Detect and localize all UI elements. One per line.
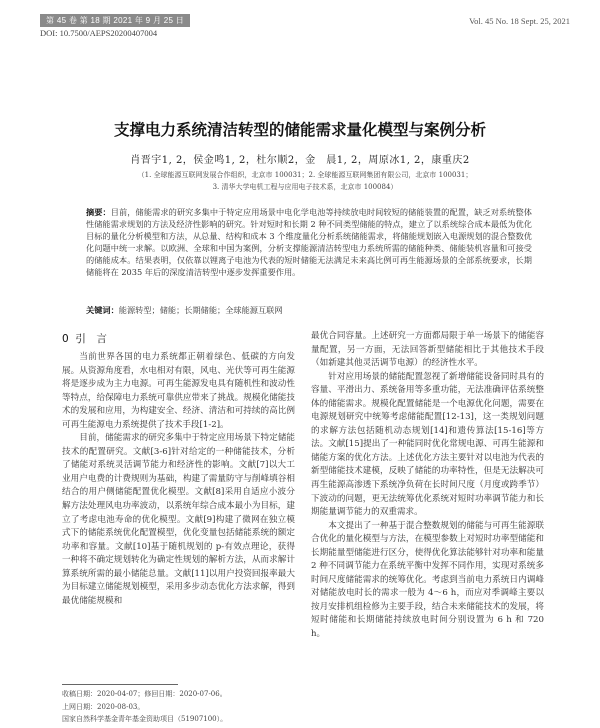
abstract	[86, 206, 532, 279]
body-column-left	[62, 351, 295, 683]
keywords-label: 关键词：	[86, 305, 119, 315]
footnote-published: 上网日期：2020-08-03。	[62, 702, 145, 711]
issue-badge-cn: 第 45 卷 第 18 期 2021 年 9 月 25 日	[40, 14, 190, 27]
footnote-funding: 国家自然科学基金青年基金资助项目（51907100）。	[62, 715, 228, 723]
abstract-text: 目前，储能需求的研究多集中于特定应用场景中电化学电池等持续放电时间较短的储能装置的配置，缺乏对系统整体性储能需求规划的方法及经济性影响的研究。针对短时和长期 2 种不同类型储能的特点，建立了以系统综合成本最低为优化目标的量化分析模型和方法，从总量、结构和成本 3 个维度量化分析系统储能需求，将储能规划嵌入电源规划的混合整数优化问题中统一求解。以欧洲、全球和中国为案例，分析支撑能源清洁转型电力系统所需的储能种类、储能装机容量和可接受的储能成本。结果表明，仅依靠以锂离子电池为代表的短时储能无法满足未来高比例可再生能源场景的全部系统要求，长期储能将在 2035 年后的深度清洁转型中逐步发挥重要作用。	[86, 207, 532, 278]
doi[interactable]: DOI: 10.7500/AEPS20200407004	[40, 28, 158, 38]
journal-header	[40, 14, 570, 27]
footnote-divider	[62, 684, 178, 685]
footnotes	[62, 688, 302, 726]
keywords-text: 能源转型；储能；长期储能；全球能源互联网	[118, 305, 283, 315]
keywords	[86, 305, 532, 316]
affiliation-line-2: 3. 清华大学电机工程与应用电子技术系，北京市 100084）	[212, 183, 398, 191]
paragraph: 目前，储能需求的研究多集中于特定应用场景下特定储能技术的配置研究。文献[3-6]针对给定的一种储能技术，分析了储能对系统灵活调节能力和经济性的影响。文献[7]以大工业用户电费的计费规则为基础，构建了需量防守与削峰填谷相结合的用户侧储能配置优化模型。文献[8]采用自适应小波分解方法处理风电功率波动，以系统年综合成本最小为目标，建立了考虑电池寿命的优化模型。文献[9]构建了微网在独立模式下的储能系统优化配置模型，优化变量包括储能系统的额定功率和容量。文献[10]基于随机规划的 p-有效点理论，获得一种将不确定规划转化为确定性规划的解析方法，从而求解计算系统所需的最小储能总量。文献[11]以用户投资回报率最大为目标建立储能规划模型，采用多步动态优化方法求解，得到最优储能规模和	[62, 433, 295, 606]
abstract-label: 摘要：	[86, 207, 111, 217]
body-column-right	[311, 330, 544, 728]
issue-info-en: Vol. 45 No. 18 Sept. 25, 2021	[469, 15, 570, 26]
author-list: 肖晋宇1, 2，侯金鸣1, 2，杜尔顺2，金 晨1, 2，周原冰1, 2，康重庆2	[130, 155, 470, 166]
section-heading-introduction	[62, 331, 107, 346]
paragraph: 针对应用场景的储能配置忽视了新增储能设备同时具有的容量、平滑出力、系统备用等多重功能，无法准确评估系统整体的储能需求。规模化配置储能是一个电源优化问题，需要在电源规划研究中统筹考虑储能配置[12-13]，这一类规划问题的求解方法包括随机动态规划[14]和遗传算法[15-16]等方法。文献[15]提出了一种能同时优化常规电源、可再生能源和储能方案的优化方法。上述优化方法主要针对以电池为代表的新型储能技术建模，反映了储能的功率特性，但是无法解决可再生能源高渗透下系统净负荷在长时间尺度（月度或跨季节）下波动的问题，更无法统筹优化系统对短时功率调节能力和长期能量调节能力的双重需求。	[311, 371, 544, 518]
paragraph: 本文提出了一种基于混合整数规划的储能与可再生能源联合优化的量化模型与方法，在模型参数上对短时功率型储能和长期能量型储能进行区分，使得优化算法能够针对功率和能量 2 种不同调节能力在系统平衡中发挥不同作用，实现对系统多时间尺度储能需求的统筹优化。考虑到当前电力系统日内调峰对储能放电时长的需求一般为 4～6 h，而应对季调峰主要以按月安排机组检修为主要手段，结合未来储能技术的发展，将短时储能和长期储能持续放电时间分别设置为 6 h 和 720 h。	[311, 520, 544, 640]
affiliation-line-1: （1. 全球能源互联网发展合作组织，北京市 100031；2. 全球能源互联网集团有限公司，北京市 100031；	[137, 171, 473, 179]
paper-title: 支撑电力系统清洁转型的储能需求量化模型与案例分析	[113, 121, 486, 139]
paragraph: 最优合同容量。上述研究一方面都局限于单一场景下的储能容量配置，另一方面，无法回答新型储能相比于其他技术手段（如新建其他灵活调节电源）的经济性水平。	[311, 331, 544, 369]
footnote-received: 收稿日期：2020-04-07；修回日期：2020-07-06。	[62, 690, 227, 698]
section-number: 0	[62, 333, 69, 345]
paragraph: 当前世界各国的电力系统都正朝着绿色、低碳的方向发展。从资源角度看，水电相对有限，风电、光伏等可再生能源将是逐步成为主力电源。可再生能源发电具有随机性和波动性等特点，给保障电力系统可靠供应带来了挑战。规模化储能技术的发展和应用，为构建安全、经济、清洁和可持续的高比例可再生能源电力系统提供了技术手段[1-2]。	[62, 352, 295, 430]
section-title: 引 言	[75, 333, 107, 345]
